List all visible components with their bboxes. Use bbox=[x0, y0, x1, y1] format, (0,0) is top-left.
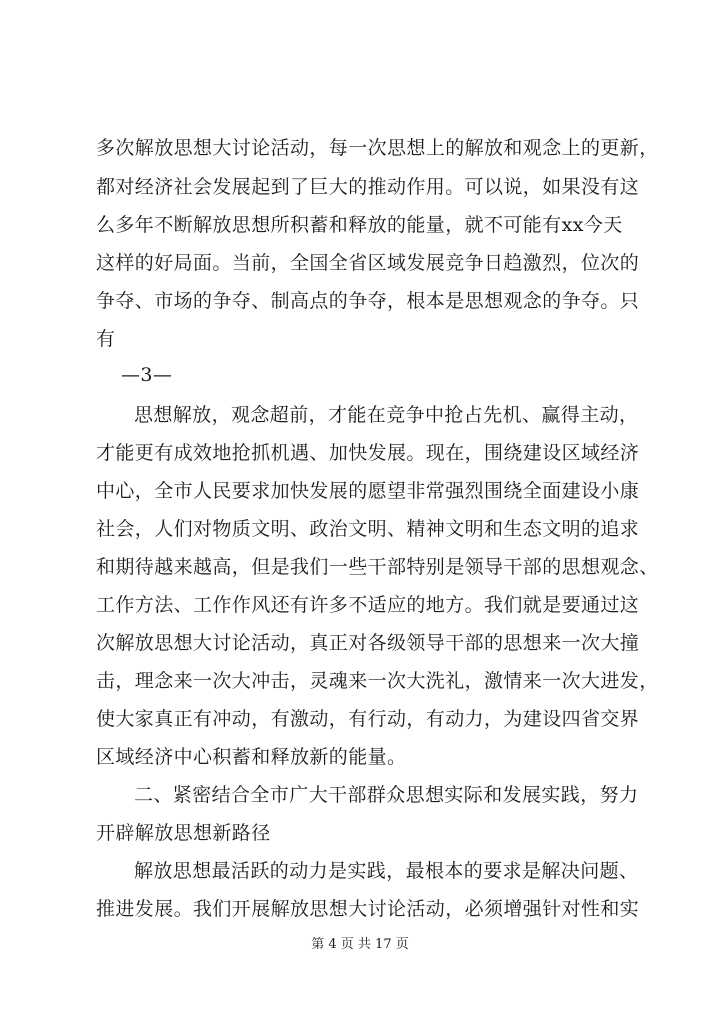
body-line: 多次解放思想大讨论活动，每一次思想上的解放和观念上的更新， bbox=[96, 137, 659, 159]
body-line: 推进发展。我们开展解放思想大讨论活动，必须增强针对性和实 bbox=[96, 898, 640, 920]
page-number-footer: 第 4 页 共 17 页 bbox=[311, 937, 409, 952]
body-line: 才能更有成效地抢抓机遇、加快发展。现在，围绕建设区域经济 bbox=[96, 442, 640, 464]
body-line: 都对经济社会发展起到了巨大的推动作用。可以说，如果没有这 bbox=[96, 176, 640, 198]
body-line: 次解放思想大讨论活动，真正对各级领导干部的思想来一次大撞 bbox=[96, 632, 640, 654]
paragraph-first-line: 解放思想最活跃的动力是实践，最根本的要求是解决问题、 bbox=[134, 860, 639, 882]
body-line: 和期待越来越高，但是我们一些干部特别是领导干部的思想观念、 bbox=[96, 556, 659, 578]
section-heading-continued: 开辟解放思想新路径 bbox=[96, 822, 271, 844]
body-line: 区域经济中心积蓄和释放新的能量。 bbox=[96, 746, 407, 768]
body-line: 中心，全市人民要求加快发展的愿望非常强烈围绕全面建设小康 bbox=[96, 480, 640, 502]
body-line: 社会，人们对物质文明、政治文明、精神文明和生态文明的追求 bbox=[96, 518, 640, 540]
body-line: 有 bbox=[96, 328, 116, 350]
page-separator: —3— bbox=[121, 364, 173, 386]
section-heading: 二、紧密结合全市广大干部群众思想实际和发展实践，努力 bbox=[134, 784, 639, 806]
body-line: 击，理念来一次大冲击，灵魂来一次大洗礼，激情来一次大进发， bbox=[96, 670, 659, 692]
body-line: 工作方法、工作作风还有许多不适应的地方。我们就是要通过这 bbox=[96, 594, 640, 616]
body-line: 这样的好局面。当前，全国全省区域发展竞争日趋激烈，位次的 bbox=[96, 252, 640, 274]
body-line: 使大家真正有冲动，有激动，有行动，有动力，为建设四省交界 bbox=[96, 708, 640, 730]
body-line: 争夺、市场的争夺、制高点的争夺，根本是思想观念的争夺。只 bbox=[96, 290, 640, 312]
body-line: 么多年不断解放思想所积蓄和释放的能量，就不可能有xx今天 bbox=[96, 214, 623, 236]
paragraph-first-line: 思想解放，观念超前，才能在竞争中抢占先机、赢得主动， bbox=[134, 404, 639, 426]
